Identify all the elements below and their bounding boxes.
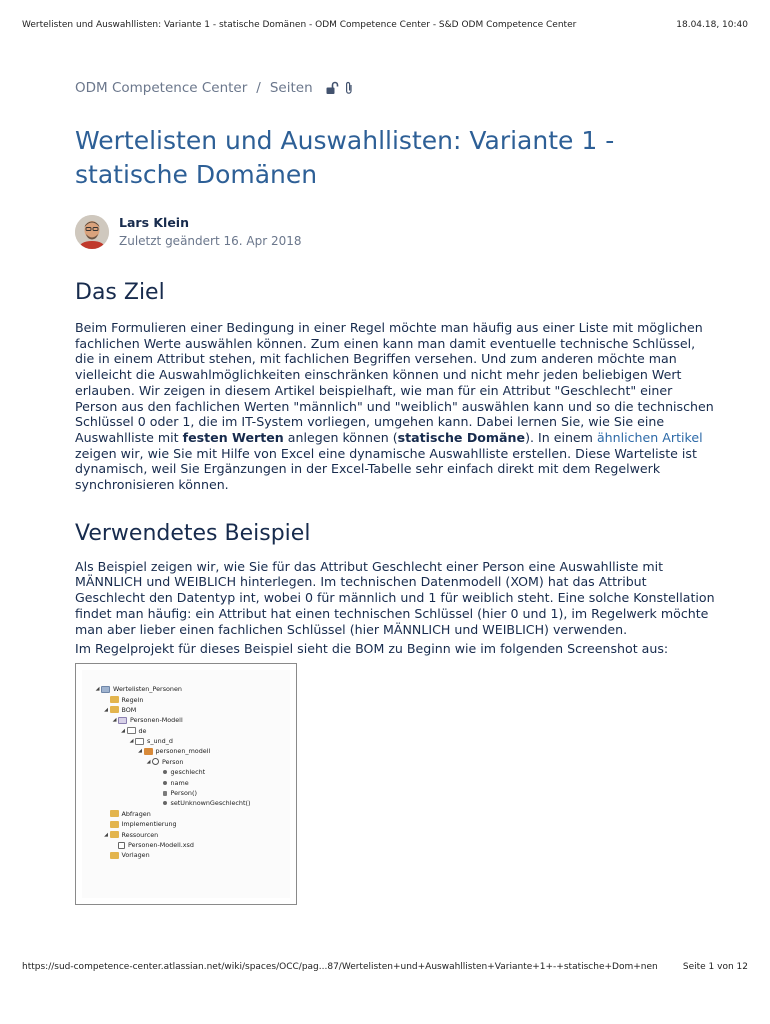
tree-item[interactable]: [94, 684, 250, 694]
tree-item-label: Regeln: [121, 695, 144, 704]
bom-screenshot-inner: [82, 670, 290, 898]
tree-dot-icon: [163, 770, 167, 774]
breadcrumb-icons: [325, 81, 355, 95]
author-portrait-icon: [75, 215, 109, 249]
tree-model-icon: [118, 717, 127, 724]
tree-item-label: Ressourcen: [121, 830, 159, 839]
tree-box-icon: [144, 748, 153, 755]
last-modified[interactable]: Zuletzt geändert 16. Apr 2018: [119, 234, 302, 248]
tree-folder-icon: [110, 696, 119, 703]
tree-expand-icon[interactable]: ◢: [138, 748, 142, 755]
tree-item-label: Personen-Modell.xsd: [128, 841, 194, 849]
tree-item[interactable]: [94, 746, 250, 756]
tree-item[interactable]: [94, 819, 250, 829]
tree-meth-icon: [163, 791, 167, 796]
breadcrumb-space-link[interactable]: ODM Competence Center: [75, 80, 248, 96]
tree-item-label: Abfragen: [121, 809, 151, 818]
unlock-icon[interactable]: [325, 81, 339, 95]
tree-cls-icon: [152, 758, 159, 765]
bom-screenshot: [75, 663, 297, 905]
paragraph-beispiel: Als Beispiel zeigen wir, wie Sie für das Attribut Geschlecht einer Person eine Auswahlliste mit MÄNNLICH und WEIBLICH hinterlegen. Im technischen Datenmodell (XOM) hat das Attribut Geschlecht den Datentyp int, wobei 0 für männlich und 1 für weiblich steht. Eine solche Konstellation findet man häufig: ein Attribut hat einen technischen Schlüssel (hier 0 und 1), im Regelwerk möchte man aber lieber einen fachlichen Schlüssel (hier MÄNNLICH und WEIBLICH) verwenden.: [75, 558, 715, 637]
tree-item-label: geschlecht: [170, 768, 206, 777]
heading-verwendetes-beispiel: Verwendetes Beispiel: [75, 520, 311, 546]
tree-item-label: Person(): [170, 789, 197, 798]
tree-item[interactable]: [94, 715, 250, 725]
tree-pkg-icon: [135, 738, 144, 745]
print-header-datetime: 18.04.18, 10:40: [676, 20, 748, 30]
tree-folder-icon: [110, 810, 119, 817]
print-header-title: Wertelisten und Auswahllisten: Variante 1 - statische Domänen - ODM Competence Center - S&D ODM Competence Center: [22, 20, 577, 30]
bom-tree: [94, 684, 250, 861]
tree-item-label: Personen-Modell: [130, 716, 183, 725]
tree-item-label: personen_modell: [155, 747, 211, 756]
attachment-icon[interactable]: [343, 81, 355, 95]
breadcrumb-separator: /: [256, 80, 261, 96]
breadcrumb: [75, 78, 715, 98]
paragraph-ziel-text-3: ). In einem: [525, 429, 597, 445]
paragraph-ziel-text-4: zeigen wir, wie Sie mit Hilfe von Excel eine dynamische Auswahlliste erstellen. Diese Warteliste ist dynamisch, weil Sie Ergänzungen in der Excel-Tabelle sehr einfach direkt mit dem Regelwerk synchronisieren können.: [75, 445, 697, 493]
avatar[interactable]: [75, 215, 109, 249]
tree-item-label: de: [138, 726, 147, 735]
tree-item-label: name: [170, 778, 189, 787]
tree-item[interactable]: [94, 777, 250, 787]
tree-folder-icon: [110, 852, 119, 859]
tree-proj-icon: [101, 686, 110, 693]
tree-file-icon: [118, 842, 125, 849]
tree-item[interactable]: [94, 829, 250, 839]
tree-pkg-icon: [127, 727, 136, 734]
author-name[interactable]: Lars Klein: [119, 215, 189, 230]
link-aehnlicher-artikel[interactable]: ähnlichen Artikel: [596, 429, 703, 445]
tree-dot-icon: [163, 781, 167, 785]
tree-item[interactable]: [94, 788, 250, 798]
tree-item[interactable]: [94, 798, 250, 808]
tree-item-label: s_und_d: [147, 737, 173, 746]
tree-folder-icon: [110, 706, 119, 713]
tree-item[interactable]: [94, 726, 250, 736]
bold-statische-domaene: statische Domäne: [397, 429, 526, 445]
page-title: Wertelisten und Auswahllisten: Variante 1 - statische Domänen: [75, 126, 615, 189]
tree-item[interactable]: [94, 694, 250, 704]
tree-item[interactable]: [94, 705, 250, 715]
byline: [75, 214, 715, 250]
tree-expand-icon[interactable]: ◢: [104, 831, 108, 838]
tree-item-label: Person: [162, 757, 184, 766]
tree-expand-icon[interactable]: ◢: [104, 706, 108, 713]
byline-text: [119, 214, 302, 250]
tree-expand-icon[interactable]: ◢: [121, 727, 125, 734]
tree-item-label: setUnknownGeschlecht(): [170, 799, 251, 808]
tree-expand-icon[interactable]: ◢: [146, 758, 151, 765]
page-content: [75, 78, 715, 905]
paragraph-bom-intro: Im Regelprojekt für dieses Beispiel sieht die BOM zu Beginn wie im folgenden Screenshot aus:: [75, 641, 669, 657]
print-footer: [22, 962, 748, 976]
tree-folder-icon: [110, 821, 119, 828]
paragraph-ziel: [75, 320, 715, 493]
tree-item[interactable]: [94, 809, 250, 819]
paragraph-ziel-text-2: anlegen können (: [283, 429, 398, 445]
bold-festen-werten: festen Werten: [182, 429, 284, 445]
tree-expand-icon[interactable]: ◢: [95, 686, 100, 693]
tree-folder-icon: [110, 831, 119, 838]
heading-das-ziel: Das Ziel: [75, 280, 165, 305]
tree-expand-icon[interactable]: ◢: [112, 717, 117, 724]
tree-item-label: Vorlagen: [121, 851, 150, 860]
tree-item[interactable]: [94, 757, 250, 767]
tree-item[interactable]: [94, 850, 250, 860]
tree-dot-icon: [163, 801, 167, 805]
print-footer-page: Seite 1 von 12: [682, 962, 748, 972]
tree-expand-icon[interactable]: ◢: [129, 738, 134, 745]
tree-item-label: Wertelisten_Personen: [113, 685, 182, 694]
print-footer-url: https://sud-competence-center.atlassian.net/wiki/spaces/OCC/pag...87/Wertelisten+und+Auswahllisten+Variante+1+-+statische+Dom+nen: [22, 962, 658, 972]
breadcrumb-pages-link[interactable]: Seiten: [269, 80, 313, 96]
tree-item-label: BOM: [121, 705, 137, 714]
print-header: [22, 20, 748, 34]
tree-item[interactable]: [94, 840, 250, 850]
tree-item-label: Implementierung: [121, 820, 177, 829]
tree-item[interactable]: [94, 767, 250, 777]
paragraph-ziel-text-1: Beim Formulieren einer Bedingung in einer Regel möchte man häufig aus einer Liste mit möglichen fachlichen Werte auswählen können. Zum einen kann man damit eventuelle technische Schlüssel, die in einem Attribut stehen, mit fachlichen Begriffen versehen. Und zum anderen möchte man vielleicht die Auswahlmöglichkeiten einschränken können und nicht mehr jeden beliebigen Wert erlauben. Wir zeigen in diesem Artikel beispielhaft, wie man für ein Attribut "Geschlecht" einer Person aus den fachlichen Werten "männlich" und "weiblich" auswählen kann und so die technischen Schlüssel 0 oder 1, die im IT-System vorliegen, umgehen kann. Dabei lernen Sie, wie Sie eine Auswahlliste mit: [75, 320, 714, 445]
tree-item[interactable]: [94, 736, 250, 746]
